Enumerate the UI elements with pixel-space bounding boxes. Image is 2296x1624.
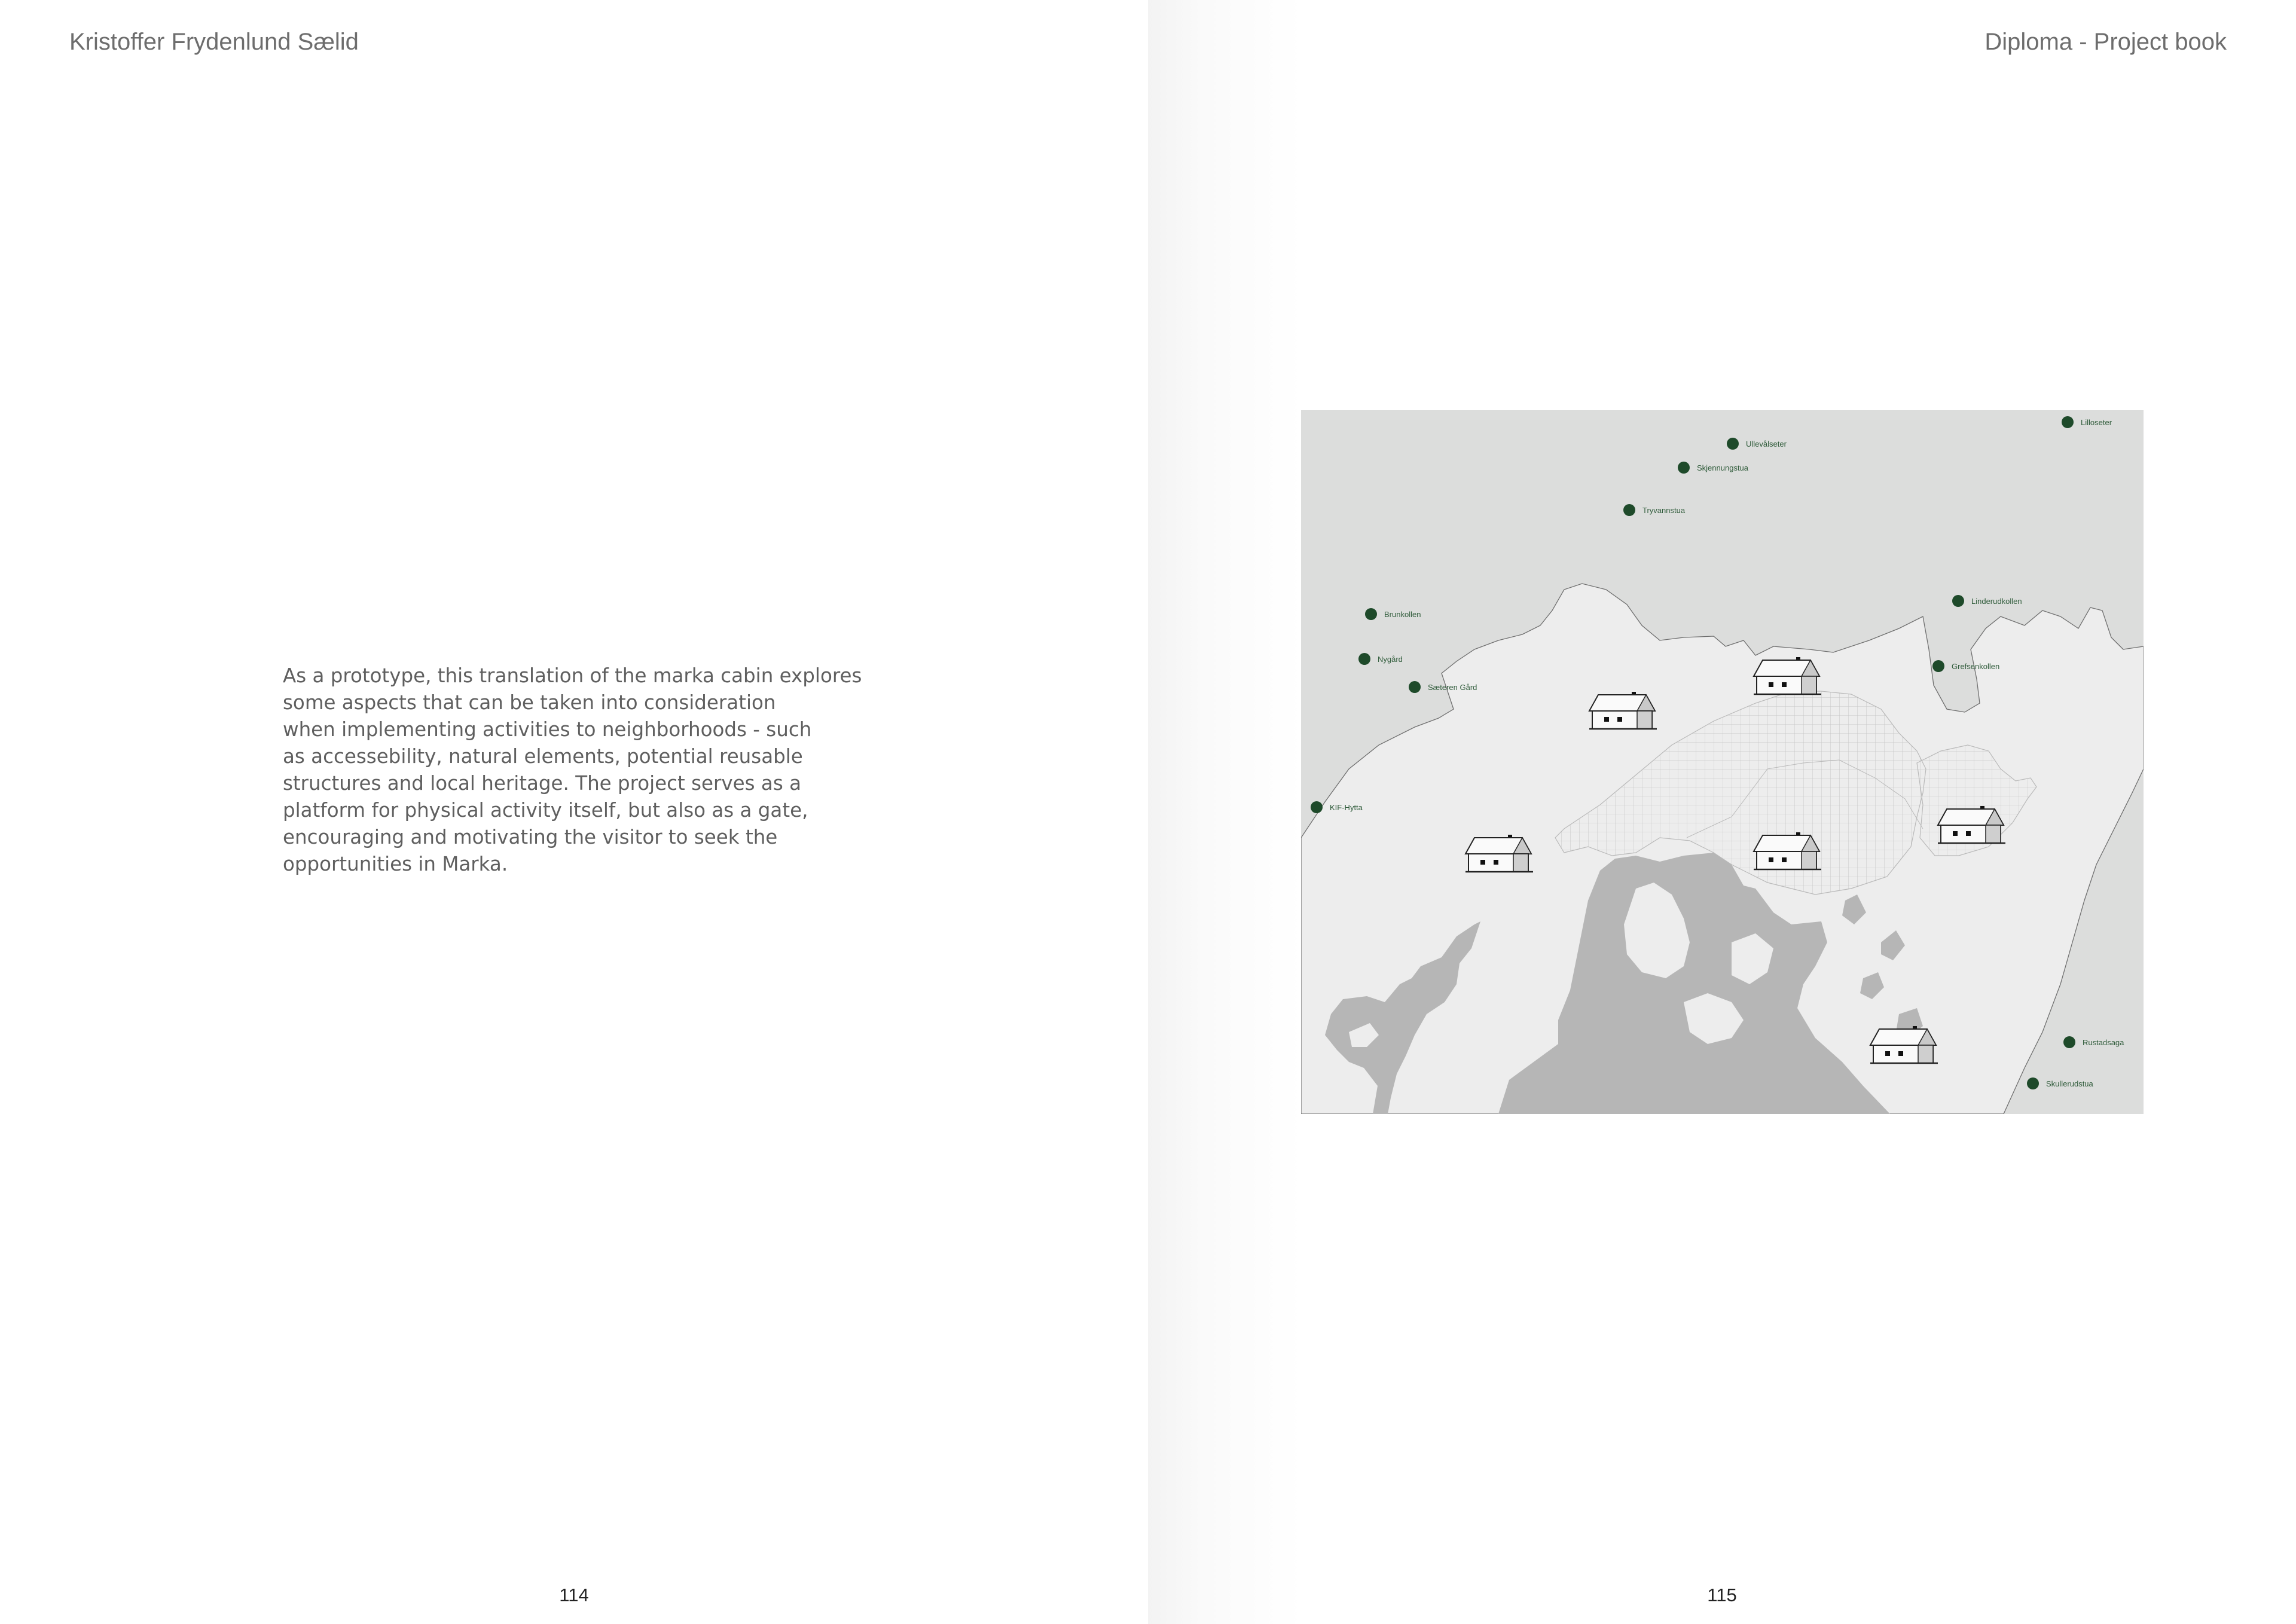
cabin-icon — [1754, 657, 1821, 694]
place-label: Linderudkollen — [1971, 597, 2022, 606]
right-page — [1148, 0, 2296, 1624]
location-dot-icon — [1952, 595, 1964, 607]
paragraph-line: As a prototype, this translation of the marka cabin explores — [283, 664, 862, 687]
body-paragraph — [283, 663, 881, 878]
location-dot-icon — [1409, 681, 1421, 693]
author-name: Kristoffer Frydenlund Sælid — [69, 29, 359, 55]
location-dot-icon — [1678, 462, 1690, 474]
location-dot-icon — [1623, 504, 1635, 516]
page-number-right: 115 — [1707, 1585, 1737, 1605]
place-label: Brunkollen — [1384, 610, 1421, 619]
place-label: Grefsenkollen — [1952, 662, 2000, 671]
place-label: Lilloseter — [2081, 418, 2112, 427]
cabin-icon — [1938, 806, 2005, 843]
marka-map — [1301, 410, 2144, 1114]
paragraph-line: structures and local heritage. The project serves as a — [283, 772, 801, 795]
location-dot-icon — [1358, 653, 1370, 665]
place-label: Tryvannstua — [1642, 506, 1686, 515]
place-label: Skullerudstua — [2046, 1079, 2093, 1088]
paragraph-line: encouraging and motivating the visitor to seek the — [283, 826, 778, 848]
cabin-icon — [1754, 832, 1821, 869]
cabin-icon — [1465, 835, 1533, 872]
location-dot-icon — [2062, 416, 2074, 428]
map-svg — [1301, 410, 2144, 1114]
place-label: KIF-Hytta — [1330, 803, 1363, 812]
paragraph-line: platform for physical activity itself, but also as a gate, — [283, 799, 808, 822]
place-label: Skjennungstua — [1697, 463, 1749, 472]
location-dot-icon — [1727, 438, 1739, 450]
location-dot-icon — [1311, 801, 1323, 813]
place-label: Rustadsaga — [2083, 1038, 2124, 1047]
location-dot-icon — [2027, 1077, 2039, 1089]
paragraph-line: as accessebility, natural elements, potential reusable — [283, 745, 803, 768]
location-dot-icon — [1932, 660, 1944, 672]
cabin-icon — [1870, 1026, 1938, 1063]
paragraph-line: when implementing activities to neighborhoods - such — [283, 718, 812, 741]
place-label: Sæteren Gård — [1428, 683, 1477, 692]
page-number-left: 114 — [559, 1585, 589, 1605]
location-dot-icon — [2063, 1036, 2075, 1048]
place-label: Nygård — [1378, 655, 1403, 664]
cabin-icon — [1589, 692, 1657, 729]
place-label: Ullevålseter — [1746, 439, 1787, 448]
location-dot-icon — [1365, 608, 1377, 620]
paragraph-line: some aspects that can be taken into consideration — [283, 691, 776, 714]
paragraph-line: opportunities in Marka. — [283, 853, 508, 875]
publication-title: Diploma - Project book — [1984, 29, 2227, 55]
